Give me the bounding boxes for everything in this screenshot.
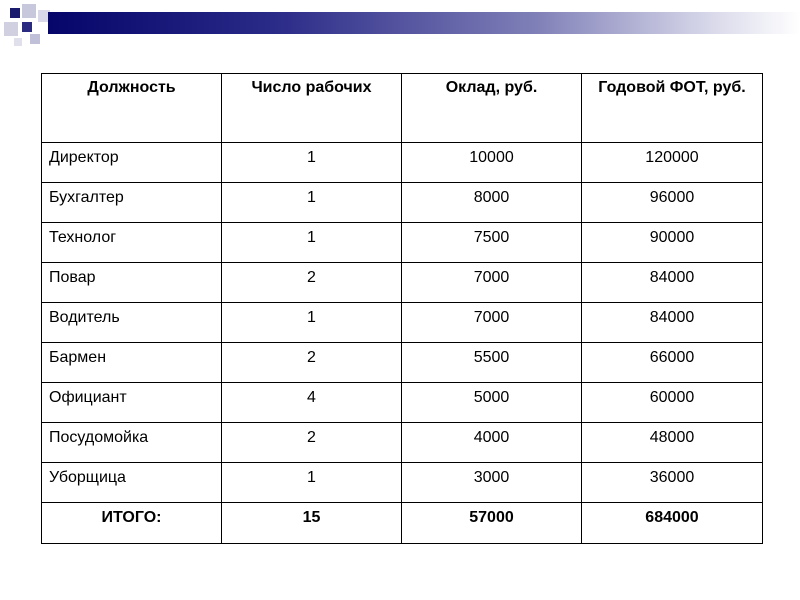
total-label: ИТОГО: [42,503,222,544]
cell-position: Официант [42,383,222,423]
decor-square [14,38,22,46]
cell-salary: 7000 [402,303,582,343]
cell-annual: 48000 [582,423,763,463]
table-row [42,143,763,183]
cell-position: Директор [42,143,222,183]
header-salary: Оклад, руб. [402,74,582,143]
title-banner [0,0,800,50]
cell-count: 4 [222,383,402,423]
decor-square [22,4,36,18]
cell-salary: 7000 [402,263,582,303]
cell-salary: 5000 [402,383,582,423]
cell-annual: 90000 [582,223,763,263]
decor-square [4,22,18,36]
decor-square [22,22,32,32]
cell-annual: 60000 [582,383,763,423]
cell-count: 1 [222,303,402,343]
cell-annual: 84000 [582,263,763,303]
cell-count: 1 [222,143,402,183]
table-row [42,383,763,423]
gradient-bar [48,12,800,34]
cell-annual: 120000 [582,143,763,183]
decor-square [10,8,20,18]
cell-position: Бухгалтер [42,183,222,223]
total-row [42,503,763,544]
table-row [42,263,763,303]
cell-salary: 4000 [402,423,582,463]
cell-annual: 96000 [582,183,763,223]
cell-salary: 10000 [402,143,582,183]
header-position: Должность [42,74,222,143]
cell-salary: 3000 [402,463,582,503]
cell-position: Технолог [42,223,222,263]
table-row [42,463,763,503]
table-header-row [42,74,763,143]
cell-count: 2 [222,263,402,303]
cell-position: Повар [42,263,222,303]
cell-count: 1 [222,183,402,223]
cell-count: 1 [222,463,402,503]
table-row [42,303,763,343]
cell-position: Посудомойка [42,423,222,463]
cell-annual: 36000 [582,463,763,503]
cell-salary: 5500 [402,343,582,383]
cell-salary: 7500 [402,223,582,263]
cell-position: Уборщица [42,463,222,503]
table-row [42,423,763,463]
cell-count: 2 [222,343,402,383]
cell-salary: 8000 [402,183,582,223]
cell-position: Водитель [42,303,222,343]
cell-position: Бармен [42,343,222,383]
decor-square [30,34,40,44]
cell-count: 2 [222,423,402,463]
header-annual: Годовой ФОТ, руб. [582,74,763,143]
cell-annual: 66000 [582,343,763,383]
cell-count: 1 [222,223,402,263]
table-row [42,183,763,223]
salary-table [41,73,763,544]
total-salary: 57000 [402,503,582,544]
table-row [42,223,763,263]
total-count: 15 [222,503,402,544]
table-row [42,343,763,383]
header-count: Число рабочих [222,74,402,143]
total-annual: 684000 [582,503,763,544]
cell-annual: 84000 [582,303,763,343]
